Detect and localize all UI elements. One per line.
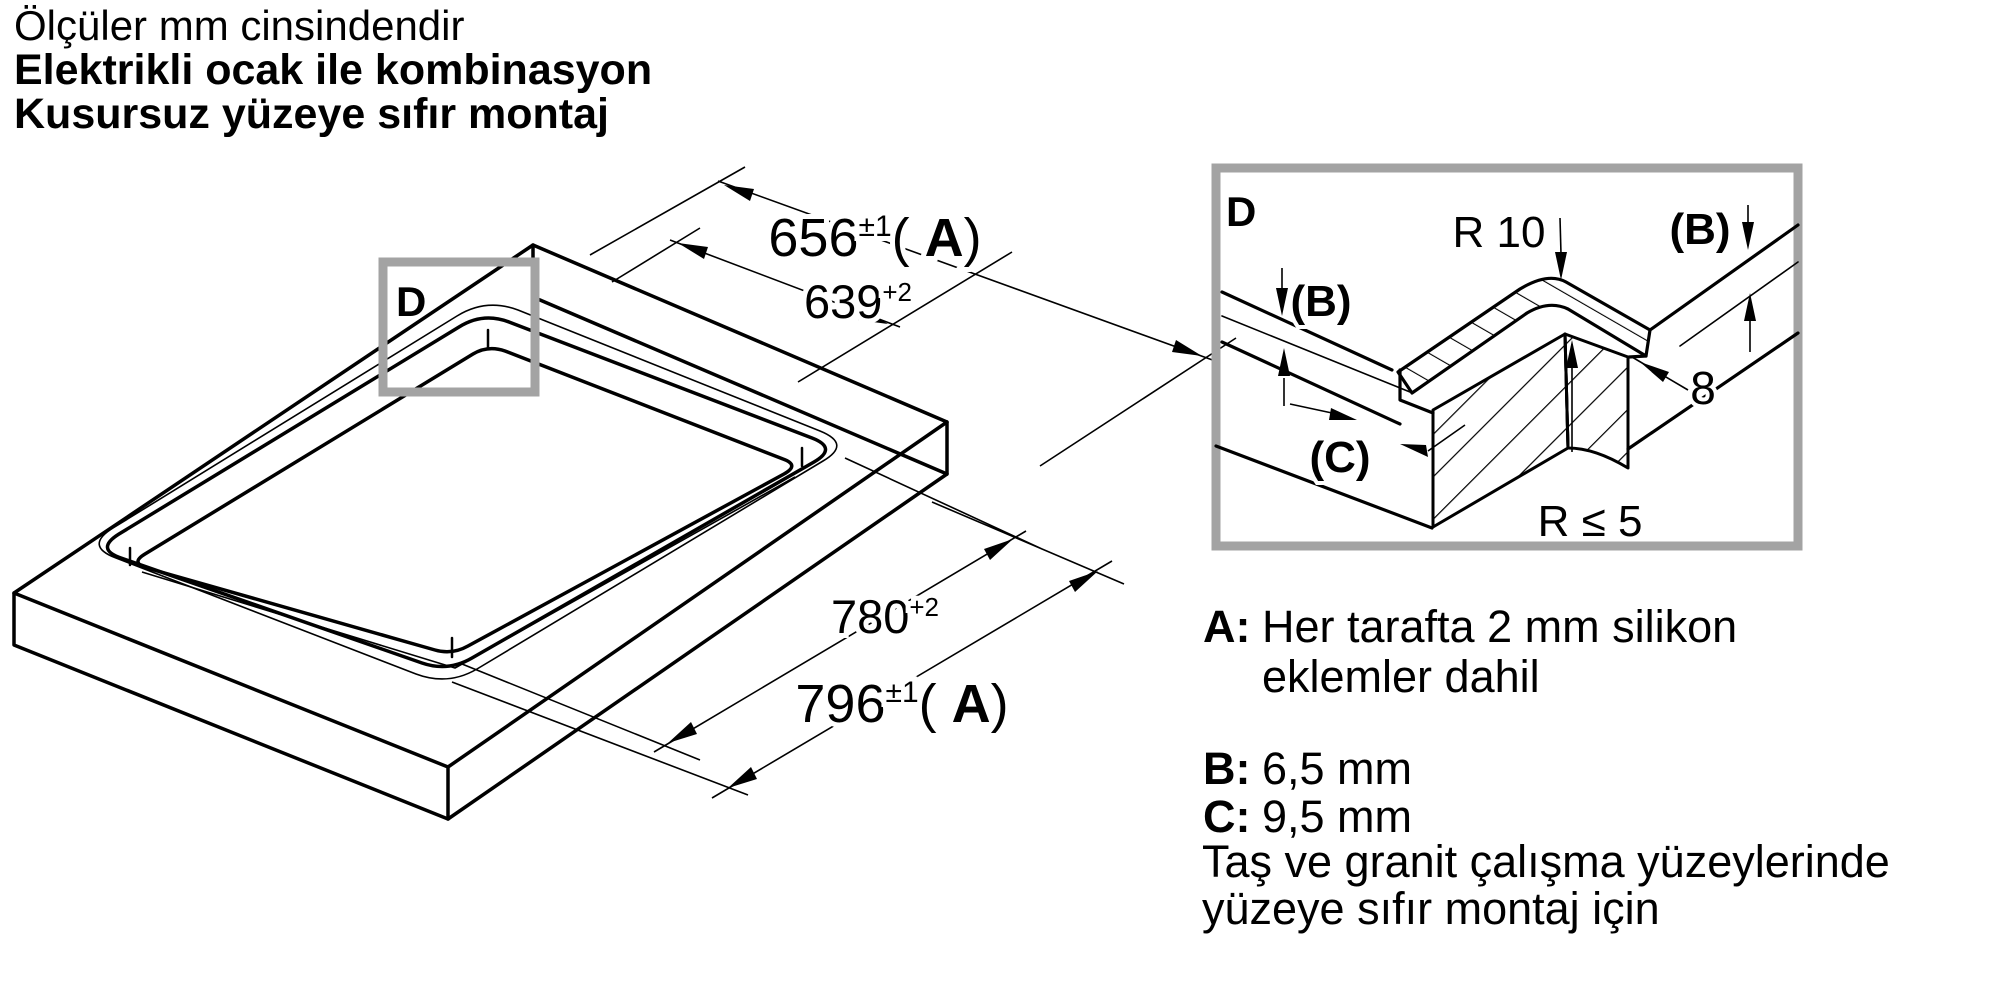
arrow-780-right <box>984 539 1013 560</box>
isometric-thin-lines <box>99 167 1236 798</box>
legend-a-line2: eklemler dahil <box>1262 651 1540 702</box>
slab-front-edges <box>14 422 947 819</box>
arrow-b-left-up <box>1278 348 1290 376</box>
arrow-796-right <box>1069 571 1098 592</box>
arrow-c-1 <box>1329 408 1357 420</box>
header-flush-mount: Kusursuz yüzeye sıfır montaj <box>14 90 609 138</box>
right-piece-step-edge <box>1629 356 1646 357</box>
cutout-step-edges <box>130 330 802 657</box>
legend-a-text <box>1262 602 1737 702</box>
legend-c <box>1203 792 1412 842</box>
label-b-right: (B) <box>1669 205 1731 254</box>
legend-c-key: C: <box>1203 791 1251 842</box>
label-r10: R 10 <box>1452 208 1546 257</box>
arrow-b-right-down <box>1742 222 1754 250</box>
worktop-right-piece <box>1628 225 1798 449</box>
arrow-656-right <box>1172 340 1202 356</box>
r10-leader <box>1560 218 1561 254</box>
label-r5: R ≤ 5 <box>1537 497 1643 546</box>
arrow-c-2 <box>1400 444 1428 457</box>
arrow-780-left <box>668 722 697 743</box>
arrow-b-left-down <box>1276 288 1288 316</box>
arrow-r10 <box>1555 252 1567 280</box>
dim-label-780: $780^{+2}$ <box>830 590 940 643</box>
header-units-note: Ölçüler mm cinsindendir <box>14 2 465 49</box>
legend-c-value: 9,5 mm <box>1262 791 1413 842</box>
detail-marker-label: D <box>396 278 427 325</box>
label-c: (C) <box>1309 433 1371 482</box>
legend-a-line1: Her tarafta 2 mm silikon <box>1262 601 1738 652</box>
hole-wall-hint <box>142 477 795 668</box>
right-piece-ref-line <box>1680 262 1798 346</box>
dim-label-639: $639^{+2}$ <box>803 275 913 328</box>
arrow-ledge8 <box>1640 362 1669 382</box>
detail-title: D <box>1226 188 1257 235</box>
arrow-796-left <box>728 767 757 788</box>
label-ledge-8: 8 <box>1690 362 1716 414</box>
cutout-recess-outline <box>107 318 825 667</box>
legend-a-key: A: <box>1203 601 1251 652</box>
legend-note-line2: yüzeye sıfır montaj için <box>1202 883 1660 934</box>
arrow-639-left <box>678 243 708 259</box>
legend-b-value: 6,5 mm <box>1262 743 1413 794</box>
label-b-left: (B) <box>1290 277 1352 326</box>
dim-label-796: $796^{\pm 1}$( A) <box>795 674 1009 734</box>
legend-note-line1: Taş ve granit çalışma yüzeylerinde <box>1202 836 1890 887</box>
dim-label-656: $656^{\pm 1}$( A) <box>768 208 982 268</box>
arrow-b-right-up <box>1744 293 1756 321</box>
legend-b-key: B: <box>1203 743 1251 794</box>
legend-b <box>1203 744 1412 794</box>
legend-note <box>1202 838 1890 932</box>
arrow-656-left <box>724 185 754 201</box>
header-combination: Elektrikli ocak ile kombinasyon <box>14 46 653 94</box>
legend-a <box>1203 602 1737 702</box>
silicone-outline <box>99 305 837 679</box>
